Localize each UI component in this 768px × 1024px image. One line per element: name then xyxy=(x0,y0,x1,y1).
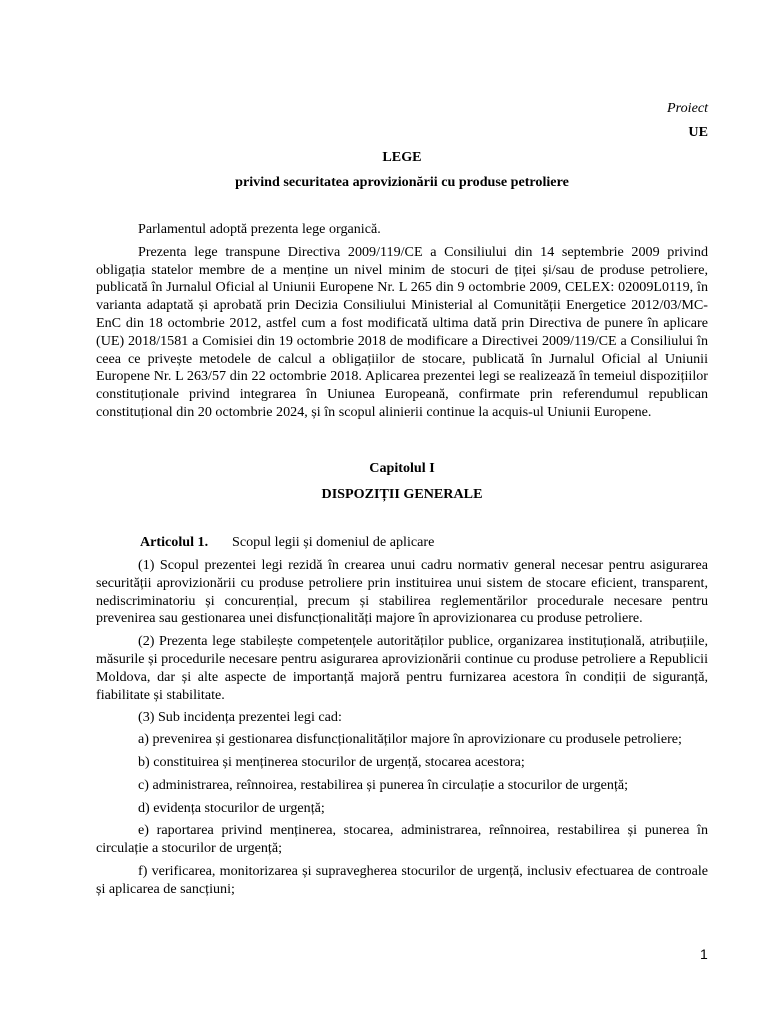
adoption-paragraph: Parlamentul adoptă prezenta lege organică. xyxy=(138,221,381,237)
transposition-paragraph: Prezenta lege transpune Directiva 2009/119/CE a Consiliului din 14 septembrie 2009 privind obligația statelor membre de a menține un nivel minim de stocuri de țiței și/sau de produse petroliere, publicată în Jurnalul Oficial al Uniunii Europene Nr. L 265 din 9 octombrie 2009, CELEX: 02009L0119, în varianta adaptată și aprobată prin Decizia Consiliului Ministerial al Comunității Energetice 2012/03/MC-EnC din 18 octombrie 2012, astfel cum a fost modificată ultima dată prin Directiva de punere în aplicare (UE) 2018/1581 a Comisiei din 19 octombrie 2018 de modificare a Directivei 2009/119/CE a Consiliului în ceea ce privește metodele de calcul a obligațiilor de stocare, publicată în Jurnalul Oficial al Uniunii Europene Nr. L 263/57 din 22 octombrie 2018. Aplicarea prezentei legi se realizează în temeiul dispozițiilor constituționale privind integrarea în Uniunea Europeană, confirmate prin referendumul republican constituțional din 20 octombrie 2024, și în scopul alinierii continue la acquis-ul Uniunii Europene. xyxy=(96,243,708,420)
eu-tag-label: UE xyxy=(688,124,708,140)
chapter-number: Capitolul I xyxy=(369,460,435,476)
article-paragraph-1: (1) Scopul prezentei legi rezidă în crearea unui cadru normativ general necesar pentru asigurarea securității aprovizionării cu produse petroliere prin instituirea unui sistem de stocare eficient, transparent, nediscriminatoriu și concurențial, precum și stabilirea reglementărilor procedurale necesare pentru prevenirea sau gestionarea unei disfuncționalități majore în aprovizionarea cu produse petroliere. xyxy=(96,557,708,627)
article-heading xyxy=(140,534,434,552)
list-item-d: d) evidența stocurilor de urgență; xyxy=(138,799,325,816)
list-item-a: a) prevenirea și gestionarea disfuncționalităților majore în aprovizionare cu produsele petroliere; xyxy=(138,731,682,748)
list-item-c: c) administrarea, reînnoirea, restabilirea și punerea în circulație a stocurilor de urgență; xyxy=(138,776,629,793)
draft-status-label: Proiect xyxy=(667,100,708,116)
list-item-e: e) raportarea privind menținerea, stocarea, administrarea, reînnoirea, restabilirea și punerea în circulație a stocurilor de urgență; xyxy=(96,822,708,857)
law-type-heading: LEGE xyxy=(382,149,422,165)
preamble xyxy=(96,221,708,422)
law-subject-heading: privind securitatea aprovizionării cu produse petroliere xyxy=(235,174,569,190)
article-body xyxy=(96,557,708,899)
page-number: 1 xyxy=(700,946,708,962)
chapter-title: DISPOZIȚII GENERALE xyxy=(321,486,483,502)
list-item-f: f) verificarea, monitorizarea și supravegherea stocurilor de urgență, inclusiv efectuarea de controale și aplicarea de sancțiuni; xyxy=(96,862,708,897)
document-page xyxy=(96,0,708,1024)
article-number: Articolul 1. xyxy=(140,534,209,550)
article-title: Scopul legii și domeniul de aplicare xyxy=(232,534,435,550)
article-paragraph-3: (3) Sub incidența prezentei legi cad: xyxy=(138,709,342,726)
list-item-b: b) constituirea și menținerea stocurilor de urgență, stocarea acestora; xyxy=(138,753,525,770)
article-paragraph-2: (2) Prezenta lege stabilește competențele autorităților publice, organizarea instituțională, atribuțiile, măsurile și procedurile necesare pentru asigurarea aprovizionării continue cu produse petroliere a Republicii Moldova, dar și alte aspecte de importanță majoră pentru furnizarea acestora în condiții de siguranță, fiabilitate și stabilitate. xyxy=(96,633,708,703)
